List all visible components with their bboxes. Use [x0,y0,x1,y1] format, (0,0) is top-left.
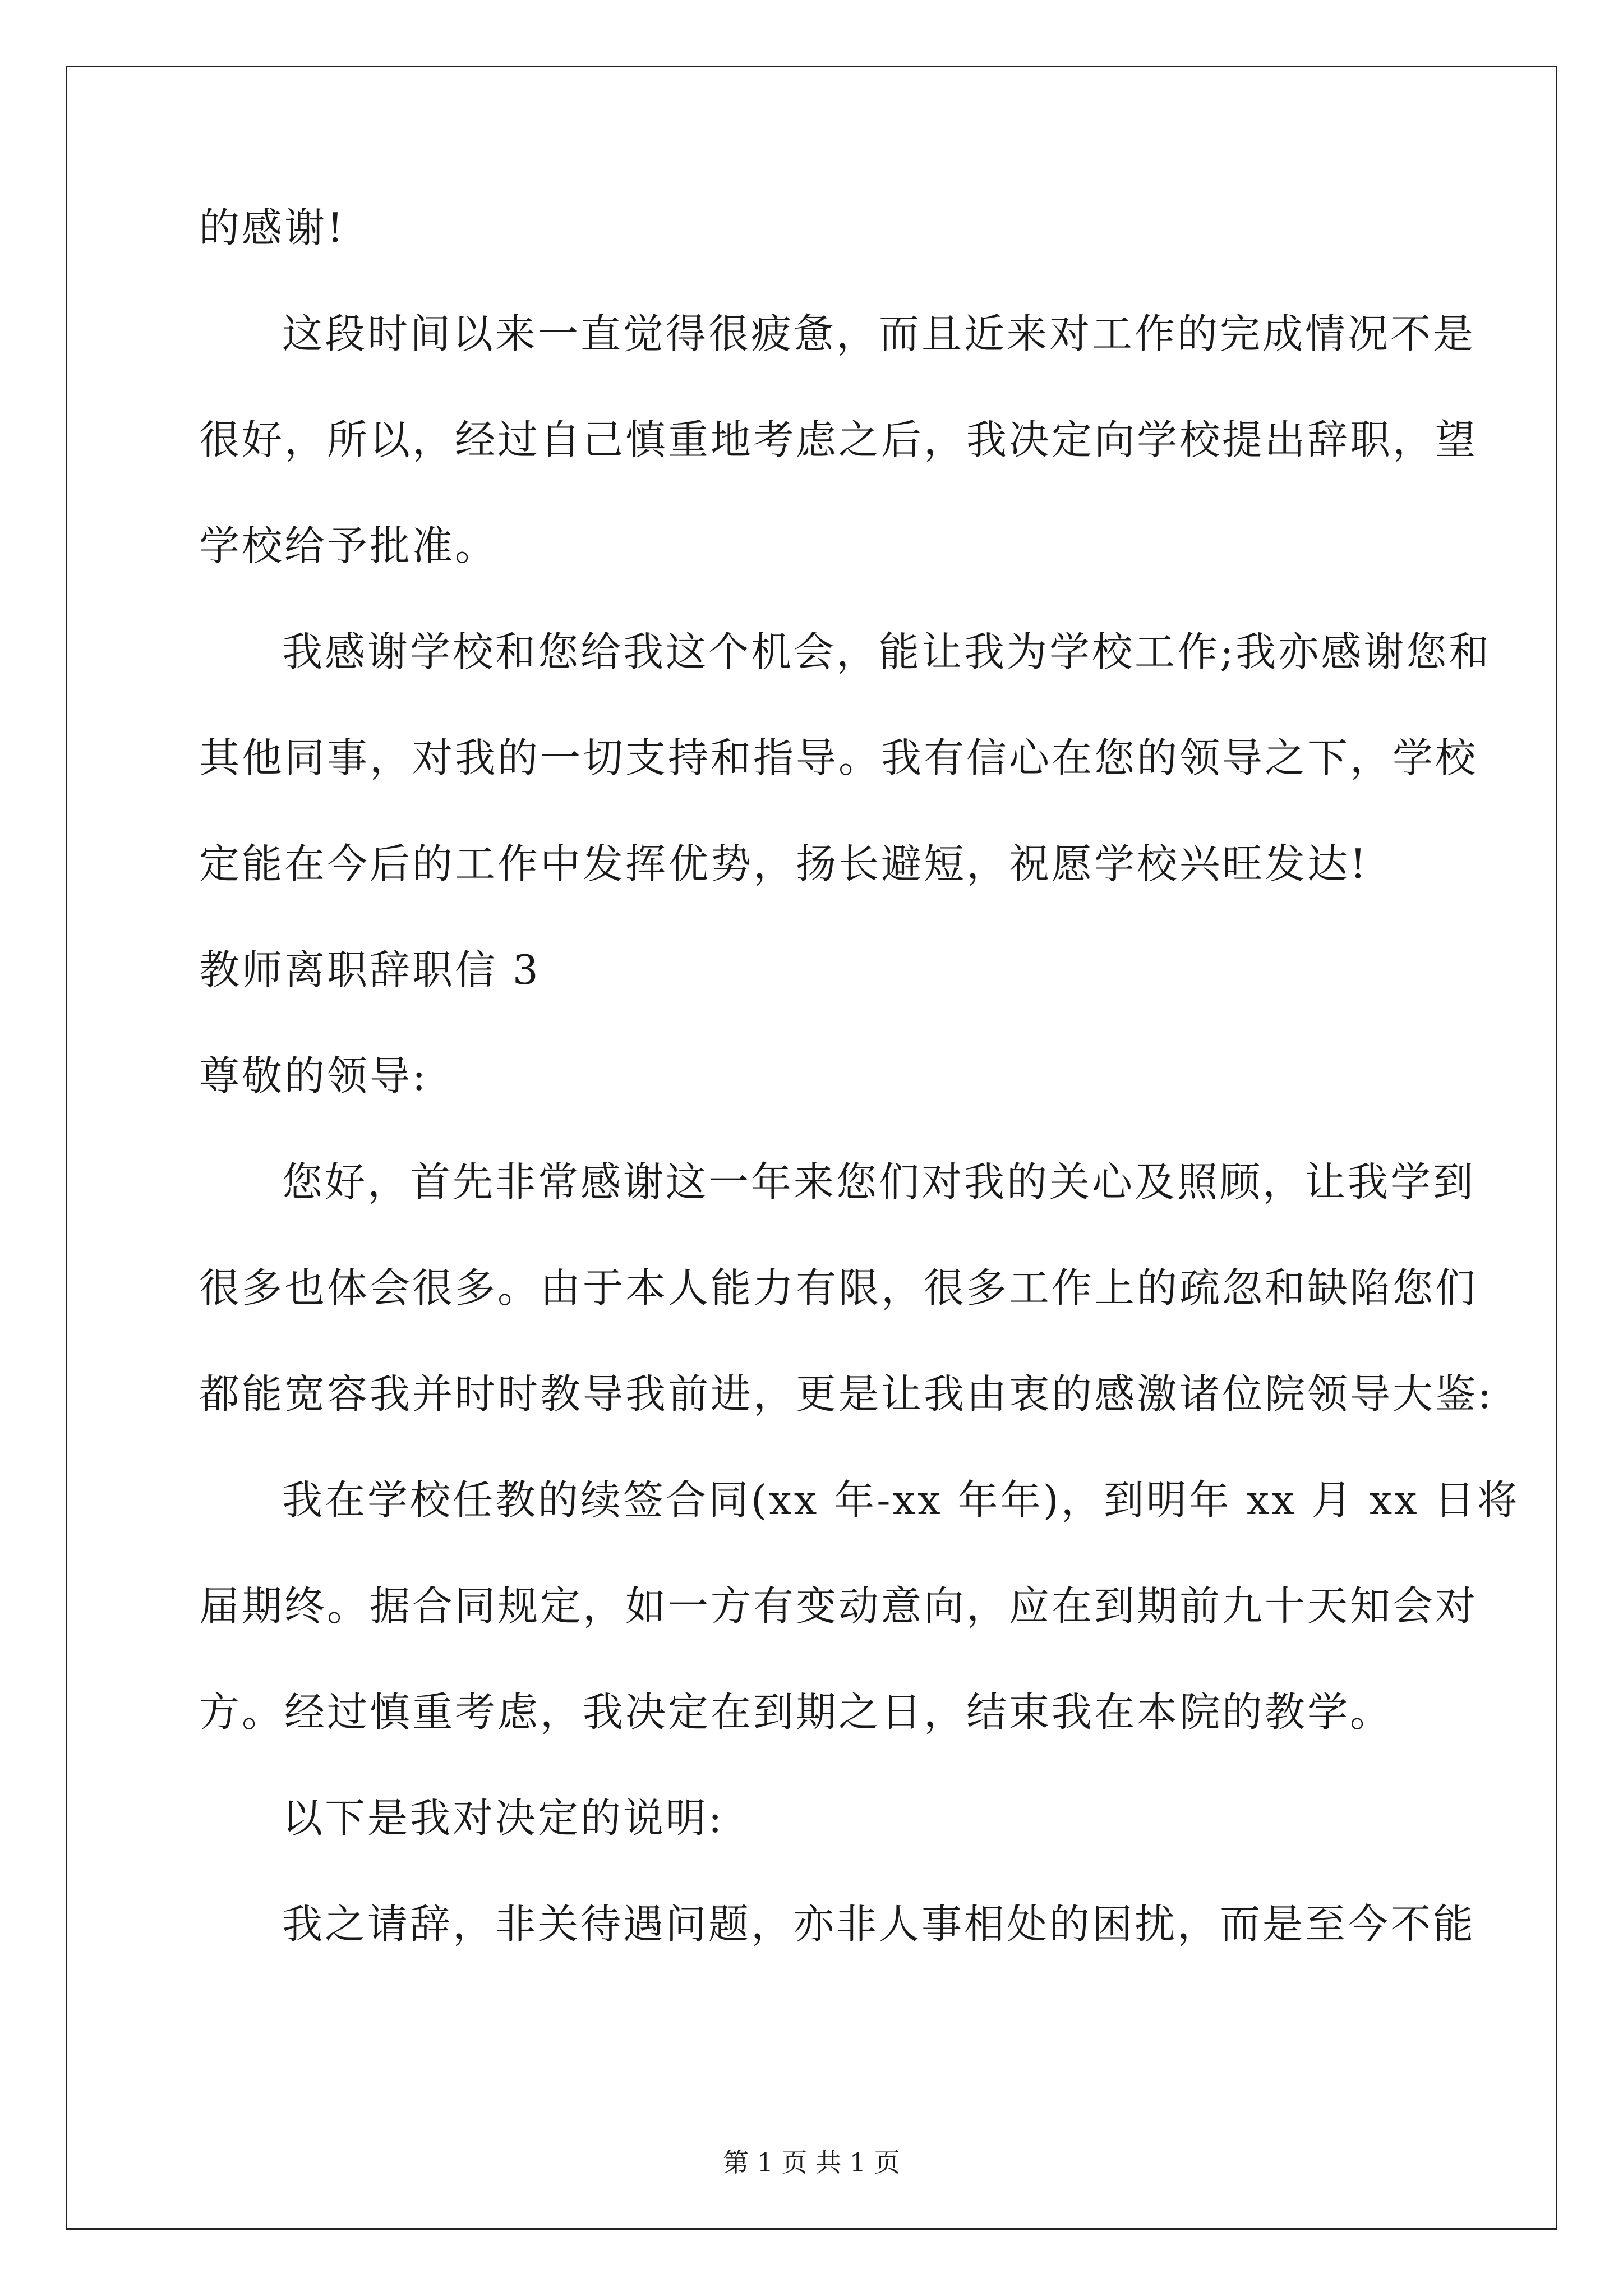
text-line: 这段时间以来一直觉得很疲惫，而且近来对工作的完成情况不是 [282,310,1476,357]
text-line: 我感谢学校和您给我这个机会，能让我为学校工作;我亦感谢您和 [282,628,1492,675]
text-line: 学校给予批准。 [199,522,498,569]
text-line: 您好，首先非常感谢这一年来您们对我的关心及照顾，让我学到 [282,1158,1476,1205]
text-line: 我之请辞，非关待遇问题，亦非人事相处的困扰，而是至今不能 [282,1901,1476,1948]
page-footer: 第 1 页 共 1 页 [723,2147,900,2178]
text-line: 的感谢! [199,204,345,251]
text-line: 方。经过慎重考虑，我决定在到期之日，结束我在本院的教学。 [199,1688,1393,1736]
text-line: 我在学校任教的续签合同(xx 年-xx 年年)，到明年 xx 月 xx 日将 [282,1476,1520,1524]
text-line: 以下是我对决定的说明: [282,1795,725,1842]
section-heading: 教师离职辞职信 3 [199,946,541,993]
text-line: 其他同事，对我的一切支持和指导。我有信心在您的领导之下，学校 [199,734,1478,781]
text-line: 很多也体会很多。由于本人能力有限，很多工作上的疏忽和缺陷您们 [199,1264,1478,1312]
text-line: 很好，所以，经过自己慎重地考虑之后，我决定向学校提出辞职，望 [199,416,1478,463]
text-line: 定能在今后的工作中发挥优势，扬长避短，祝愿学校兴旺发达! [199,840,1368,887]
salutation: 尊敬的领导: [199,1052,428,1099]
text-line: 届期终。据合同规定，如一方有变动意向，应在到期前九十天知会对 [199,1582,1478,1630]
text-line: 都能宽容我并时时教导我前进，更是让我由衷的感激诸位院领导大鉴: [199,1370,1494,1418]
